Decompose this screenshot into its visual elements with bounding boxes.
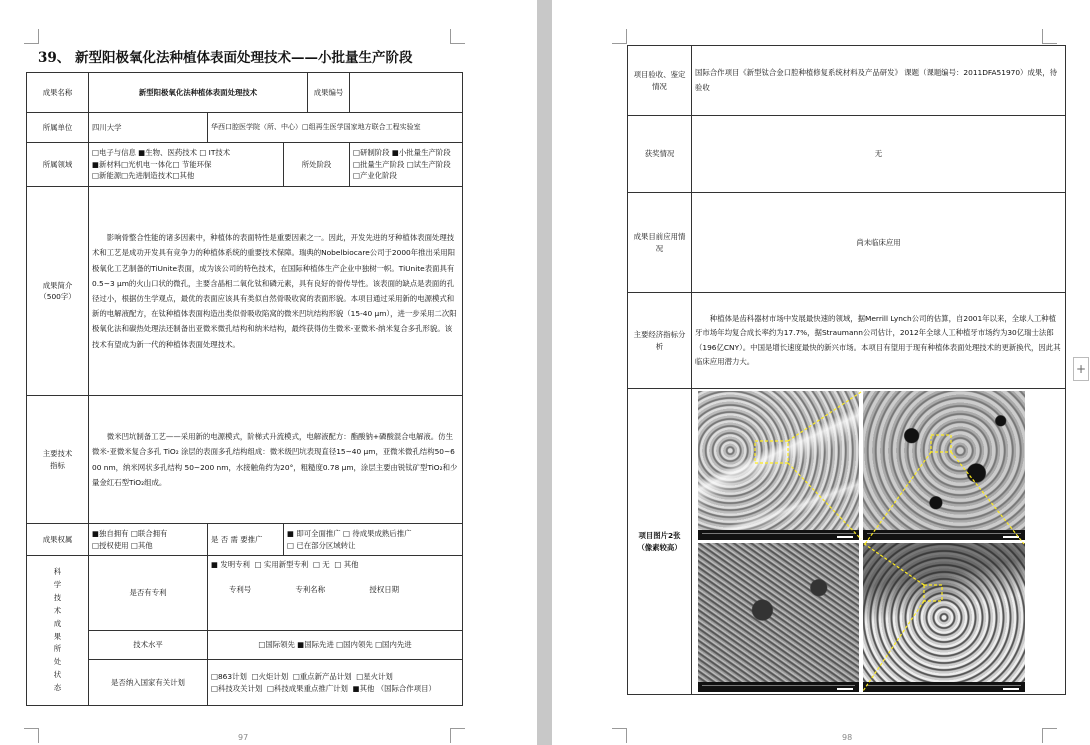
crop-mark	[450, 728, 465, 743]
patent-number-header: 专利号	[229, 585, 252, 595]
images-cell	[692, 389, 1066, 695]
tech-label-cell	[27, 396, 89, 524]
stage-options	[350, 143, 463, 187]
achievement-table	[26, 72, 463, 706]
crop-mark	[24, 728, 39, 743]
plan-line: □863计划 □火炬计划 □重点新产品计划 □星火计划	[211, 671, 393, 681]
patent-options: ■ 发明专利 □ 实用新型专利 □ 无 □ 其他	[211, 560, 359, 569]
name-value: 新型阳极氧化法种植体表面处理技术	[89, 73, 308, 113]
field-line: □电子与信息 ■生物、医药技术 □ IT技术	[92, 147, 231, 157]
crop-mark	[24, 29, 39, 44]
field-options	[89, 143, 284, 187]
intro-text: 影响骨整合性能的诸多因素中，种植体的表面特性是重要因素之一。因此，开发先进的牙种植体表面处理技术和工艺是成功开发具有竞争力的种植体系统的重要技术保障。瑞典的Nobelbiocare公司于2000年推出采用阳极氧化工艺制备的TiUnite表面，成为该公司的特色技术，在国际种植体生产企业中独树一帜。TiUnite表面具有0.5~3 μm的火山口状的微孔，主要含晶相二氧化钛和磷元素，具有良好的骨传导性。该表面的缺点是表面的孔径过小，根据仿生学观点，最优的表面应该具有类似自然骨吸收窝的表面形貌。本项目通过采用新的电源模式和新的电解液配方，在钛种植体表面构造出类似骨吸收陷窝的微米凹坑结构形貌（15-40 μm），进一步采用二次阳极氧化法和碳热处理法还制备出亚微米微孔结构和纳米结构，最终获得仿生微米-亚微米-纳米复合多孔形貌。该技术有望成为新一代的种植体表面处理技术。	[92, 233, 457, 349]
acceptance-label: 项目验收、鉴定情况	[628, 46, 692, 116]
patent-name-header: 专利名称	[295, 585, 326, 595]
project-table	[627, 45, 1066, 695]
application-value: 尚未临床应用	[692, 193, 1066, 293]
rights-label: 成果权属	[27, 524, 89, 556]
images-sub: （像素较高）	[637, 542, 682, 552]
unit-extra: 华西口腔医学院（所、中心）□组再生医学国家地方联合工程实验室	[208, 113, 463, 143]
promo-line: □ 已在部分区域转让	[287, 540, 356, 550]
promo-options	[284, 524, 463, 556]
stage-line: □产业化阶段	[353, 171, 397, 181]
tech-label: 主要技术	[42, 449, 73, 459]
award-label: 获奖情况	[628, 116, 692, 193]
unit-label: 所属单位	[27, 113, 89, 143]
rights-line: □授权使用 □其他	[92, 540, 153, 550]
economic-label: 主要经济指标分析	[628, 293, 692, 389]
application-label: 成果目前应用情况	[628, 193, 692, 293]
stage-line: □批量生产阶段 □试生产阶段	[353, 159, 451, 169]
crop-mark	[612, 728, 627, 743]
plan-label: 是否纳入国家有关计划	[89, 660, 208, 706]
tech-text: 微米凹坑制备工艺——采用新的电源模式，阶梯式升流模式，电解液配方：酯酸钠+磷酸混合电解液。仿生微米-亚微米复合多孔 TiO₂ 涂层的表面多孔结构组成：微米级凹坑表现直径15~40 μm，亚微米微孔结构50~600 nm，纳米网状多孔结构 50~200 nm，水接触角约为20°，粗糙度0.78 μm，涂层主要由锐钛矿型TiO₂和少量金红石型TiO₂组成。	[92, 432, 458, 487]
page-number: 98	[842, 733, 853, 742]
tech-body	[89, 396, 463, 524]
zoom-callout-lines	[698, 391, 1025, 692]
intro-label: 成果简介	[42, 280, 73, 290]
unit-value: 四川大学	[89, 113, 208, 143]
intro-body	[89, 187, 463, 396]
field-line: □新能源□先进制造技术□其他	[92, 171, 195, 181]
promo-label: 是 否 需 要推广	[208, 524, 284, 556]
tech-status-text: 科学技术成果所处状态	[53, 566, 62, 693]
crop-mark	[450, 29, 465, 44]
patent-headers	[211, 570, 459, 595]
patent-date-header: 授权日期	[369, 585, 399, 595]
plan-line: □科技攻关计划 □科技成果重点推广计划 ■其他 （国际合作项目）	[211, 683, 436, 693]
economic-text: 种植体是齿科器材市场中发展最快速的领域，据Merrill Lynch公司的估算，自2001年以来，全球人工种植牙市场年均复合成长率约为17.7%，据Straumann公司估计，2012年全球人工种植牙市场约为30亿瑞士法郎（196亿CNY）。中国是增长速度最快的新兴市场。本项目有望用于现有种植体表面处理技术的更新换代，因此其临床应用潜力大。	[695, 314, 1061, 366]
crop-mark	[612, 29, 627, 44]
economic-body	[692, 293, 1066, 389]
add-page-button[interactable]: +	[1073, 357, 1089, 381]
images-label: 项目图片2张	[638, 531, 681, 541]
document-page-97	[0, 0, 537, 745]
document-page-98	[552, 0, 1090, 745]
stage-label: 所处阶段	[284, 143, 350, 187]
crop-mark	[1042, 29, 1057, 44]
level-label: 技术水平	[89, 631, 208, 660]
field-label: 所属领域	[27, 143, 89, 187]
sem-image-grid	[698, 391, 1025, 692]
intro-sub: （500字）	[39, 292, 76, 301]
patent-label: 是否有专利	[89, 556, 208, 631]
patent-cell	[208, 556, 463, 631]
page-gutter	[537, 0, 552, 745]
tech-label-2: 指标	[50, 460, 65, 470]
field-line: ■新材料□光机电一体化□ 节能环保	[92, 159, 212, 169]
images-label-cell	[628, 389, 692, 695]
plan-options	[208, 660, 463, 706]
code-label: 成果编号	[308, 73, 350, 113]
promo-line: ■ 即可全面推广 □ 待成果成熟后推广	[287, 528, 412, 538]
name-label: 成果名称	[27, 73, 89, 113]
stage-line: □研制阶段 ■小批量生产阶段	[353, 147, 451, 157]
page-number: 97	[238, 733, 249, 742]
rights-line: ■独自拥有 □联合拥有	[92, 528, 168, 538]
code-value	[350, 73, 463, 113]
crop-mark	[1042, 728, 1057, 743]
level-options: □国际领先 ■国际先进 □国内领先 □国内先进	[208, 631, 463, 660]
tech-status-label	[27, 556, 89, 706]
rights-options	[89, 524, 208, 556]
acceptance-text: 国际合作项目《新型钛合金口腔种植修复系统材料及产品研发》 课题（课题编号：2011DFA51970）成果，待验收	[692, 46, 1066, 116]
award-value: 无	[692, 116, 1066, 193]
intro-label-cell	[27, 187, 89, 396]
page-title: 39、 新型阳极氧化法种植体表面处理技术——小批量生产阶段	[38, 50, 413, 66]
